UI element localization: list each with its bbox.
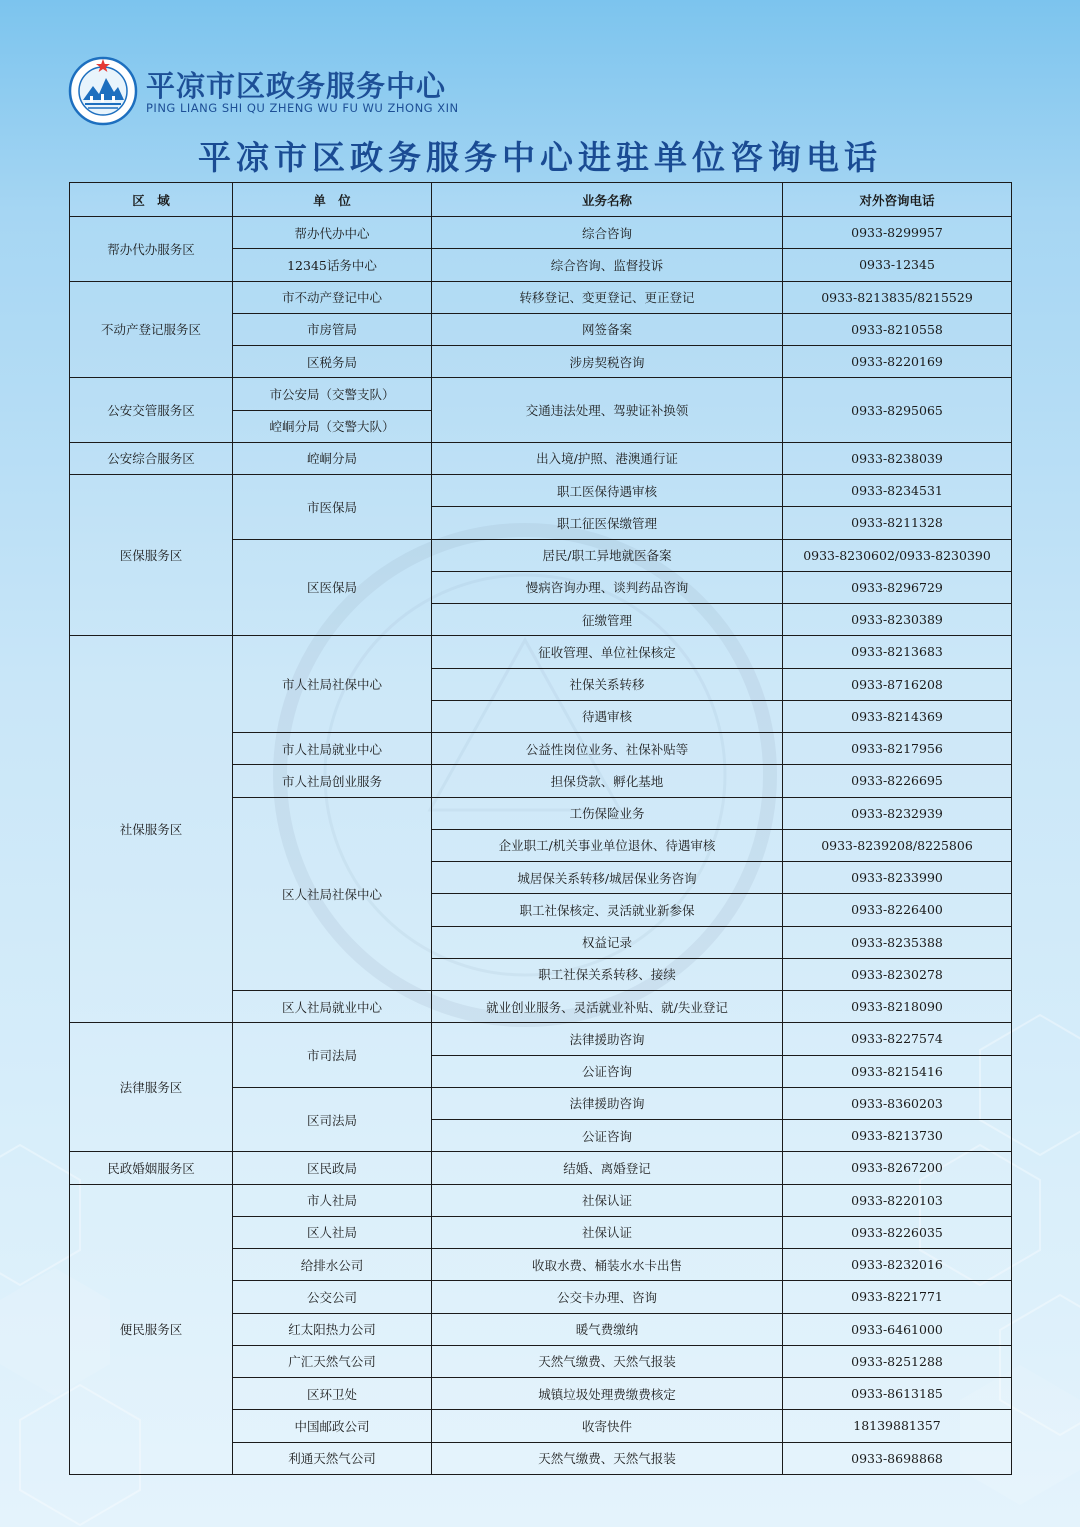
service-cell: 社保关系转移	[432, 668, 783, 700]
unit-cell: 市医保局	[233, 475, 432, 540]
service-cell: 涉房契税咨询	[432, 346, 783, 378]
service-cell: 社保认证	[432, 1184, 783, 1216]
unit-cell: 广汇天然气公司	[233, 1345, 432, 1377]
unit-cell: 市人社局社保中心	[233, 636, 432, 733]
service-cell: 法律援助咨询	[432, 1087, 783, 1119]
service-cell: 就业创业服务、灵活就业补贴、就/失业登记	[432, 991, 783, 1023]
service-cell: 城居保关系转移/城居保业务咨询	[432, 862, 783, 894]
service-cell: 天然气缴费、天然气报装	[432, 1442, 783, 1474]
zone-cell: 医保服务区	[70, 475, 233, 636]
unit-cell: 区税务局	[233, 346, 432, 378]
phone-cell: 0933-8230389	[783, 604, 1012, 636]
service-cell: 居民/职工异地就医备案	[432, 539, 783, 571]
logo-icon	[68, 56, 138, 126]
service-cell: 法律援助咨询	[432, 1023, 783, 1055]
phone-cell: 0933-8234531	[783, 475, 1012, 507]
phone-cell: 0933-8213835/8215529	[783, 281, 1012, 313]
phone-cell: 0933-12345	[783, 249, 1012, 281]
unit-cell: 公交公司	[233, 1281, 432, 1313]
phone-cell: 0933-8227574	[783, 1023, 1012, 1055]
service-cell: 征收管理、单位社保核定	[432, 636, 783, 668]
unit-cell: 市不动产登记中心	[233, 281, 432, 313]
table-row	[70, 281, 1012, 313]
unit-cell: 12345话务中心	[233, 249, 432, 281]
zone-cell: 社保服务区	[70, 636, 233, 1023]
table-row	[70, 1152, 1012, 1184]
service-cell: 暖气费缴纳	[432, 1313, 783, 1345]
phone-cell: 0933-8221771	[783, 1281, 1012, 1313]
unit-cell: 崆峒分局	[233, 442, 432, 474]
phone-cell: 0933-8299957	[783, 217, 1012, 249]
phone-cell: 0933-8232016	[783, 1249, 1012, 1281]
service-cell: 权益记录	[432, 926, 783, 958]
service-cell: 天然气缴费、天然气报装	[432, 1345, 783, 1377]
unit-cell: 红太阳热力公司	[233, 1313, 432, 1345]
service-cell: 工伤保险业务	[432, 797, 783, 829]
phone-cell: 0933-8217956	[783, 733, 1012, 765]
unit-cell: 区医保局	[233, 539, 432, 636]
unit-cell: 区司法局	[233, 1087, 432, 1152]
header	[68, 56, 668, 126]
phone-cell: 0933-8215416	[783, 1055, 1012, 1087]
service-cell: 企业职工/机关事业单位退休、待遇审核	[432, 829, 783, 861]
table-row	[70, 378, 1012, 410]
service-cell: 综合咨询、监督投诉	[432, 249, 783, 281]
phone-cell: 0933-8226400	[783, 894, 1012, 926]
service-cell: 城镇垃圾处理费缴费核定	[432, 1378, 783, 1410]
table-row	[70, 636, 1012, 668]
unit-cell: 崆峒分局（交警大队）	[233, 410, 432, 442]
header-unit: 单 位	[233, 183, 432, 217]
page-title: 平凉市区政务服务中心进驻单位咨询电话	[198, 138, 882, 177]
phone-cell: 0933-8238039	[783, 442, 1012, 474]
phone-cell: 0933-8698868	[783, 1442, 1012, 1474]
unit-cell: 区民政局	[233, 1152, 432, 1184]
phone-cell: 0933-8235388	[783, 926, 1012, 958]
service-cell: 网签备案	[432, 313, 783, 345]
service-cell: 公交卡办理、咨询	[432, 1281, 783, 1313]
unit-cell: 区人社局	[233, 1216, 432, 1248]
service-cell: 结婚、离婚登记	[432, 1152, 783, 1184]
zone-cell: 法律服务区	[70, 1023, 233, 1152]
phone-cell: 0933-8230278	[783, 958, 1012, 990]
phone-cell: 0933-8226695	[783, 765, 1012, 797]
service-cell: 交通违法处理、驾驶证补换领	[432, 378, 783, 443]
table-body	[70, 217, 1012, 1475]
zone-cell: 公安综合服务区	[70, 442, 233, 474]
service-cell: 收寄快件	[432, 1410, 783, 1442]
org-name: 平凉市区政务服务中心	[146, 69, 447, 103]
unit-cell: 市房管局	[233, 313, 432, 345]
service-cell: 职工征医保缴管理	[432, 507, 783, 539]
unit-cell: 区人社局社保中心	[233, 797, 432, 991]
org-pinyin: PING LIANG SHI QU ZHENG WU FU WU ZHONG XIN	[146, 101, 459, 115]
table-row	[70, 217, 1012, 249]
unit-cell: 利通天然气公司	[233, 1442, 432, 1474]
zone-cell: 帮办代办服务区	[70, 217, 233, 282]
unit-cell: 市人社局就业中心	[233, 733, 432, 765]
phone-cell: 0933-8230602/0933-8230390	[783, 539, 1012, 571]
phone-cell: 0933-8239208/8225806	[783, 829, 1012, 861]
phone-cell: 0933-8613185	[783, 1378, 1012, 1410]
service-cell: 公证咨询	[432, 1055, 783, 1087]
phone-cell: 0933-6461000	[783, 1313, 1012, 1345]
phone-cell: 0933-8210558	[783, 313, 1012, 345]
table-header-row	[70, 183, 1012, 217]
table-row	[70, 475, 1012, 507]
service-cell: 出入境/护照、港澳通行证	[432, 442, 783, 474]
contact-table	[69, 182, 1012, 1475]
phone-cell: 0933-8220103	[783, 1184, 1012, 1216]
service-cell: 收取水费、桶装水水卡出售	[432, 1249, 783, 1281]
service-cell: 职工社保核定、灵活就业新参保	[432, 894, 783, 926]
service-cell: 社保认证	[432, 1216, 783, 1248]
phone-cell: 0933-8233990	[783, 862, 1012, 894]
service-cell: 慢病咨询办理、谈判药品咨询	[432, 571, 783, 603]
phone-cell: 0933-8716208	[783, 668, 1012, 700]
unit-cell: 区环卫处	[233, 1378, 432, 1410]
unit-cell: 市人社局	[233, 1184, 432, 1216]
unit-cell: 市公安局（交警支队）	[233, 378, 432, 410]
phone-cell: 0933-8218090	[783, 991, 1012, 1023]
phone-cell: 0933-8296729	[783, 571, 1012, 603]
phone-cell: 0933-8360203	[783, 1087, 1012, 1119]
header-zone: 区 域	[70, 183, 233, 217]
service-cell: 综合咨询	[432, 217, 783, 249]
contact-table-container	[69, 182, 1011, 1474]
table-row	[70, 442, 1012, 474]
phone-cell: 0933-8295065	[783, 378, 1012, 443]
phone-cell: 18139881357	[783, 1410, 1012, 1442]
zone-cell: 民政婚姻服务区	[70, 1152, 233, 1184]
service-cell: 征缴管理	[432, 604, 783, 636]
zone-cell: 便民服务区	[70, 1184, 233, 1474]
phone-cell: 0933-8226035	[783, 1216, 1012, 1248]
service-cell: 转移登记、变更登记、更正登记	[432, 281, 783, 313]
zone-cell: 不动产登记服务区	[70, 281, 233, 378]
table-row	[70, 1023, 1012, 1055]
header-service: 业务名称	[432, 183, 783, 217]
phone-cell: 0933-8213730	[783, 1120, 1012, 1152]
service-cell: 公证咨询	[432, 1120, 783, 1152]
phone-cell: 0933-8267200	[783, 1152, 1012, 1184]
phone-cell: 0933-8232939	[783, 797, 1012, 829]
service-cell: 公益性岗位业务、社保补贴等	[432, 733, 783, 765]
zone-cell: 公安交管服务区	[70, 378, 233, 443]
phone-cell: 0933-8214369	[783, 700, 1012, 732]
unit-cell: 帮办代办中心	[233, 217, 432, 249]
table-row	[70, 1184, 1012, 1216]
unit-cell: 市司法局	[233, 1023, 432, 1088]
header-phone: 对外咨询电话	[783, 183, 1012, 217]
unit-cell: 中国邮政公司	[233, 1410, 432, 1442]
phone-cell: 0933-8251288	[783, 1345, 1012, 1377]
service-cell: 职工社保关系转移、接续	[432, 958, 783, 990]
service-cell: 职工医保待遇审核	[432, 475, 783, 507]
service-cell: 待遇审核	[432, 700, 783, 732]
phone-cell: 0933-8220169	[783, 346, 1012, 378]
unit-cell: 市人社局创业服务	[233, 765, 432, 797]
phone-cell: 0933-8211328	[783, 507, 1012, 539]
service-cell: 担保贷款、孵化基地	[432, 765, 783, 797]
unit-cell: 给排水公司	[233, 1249, 432, 1281]
unit-cell: 区人社局就业中心	[233, 991, 432, 1023]
phone-cell: 0933-8213683	[783, 636, 1012, 668]
